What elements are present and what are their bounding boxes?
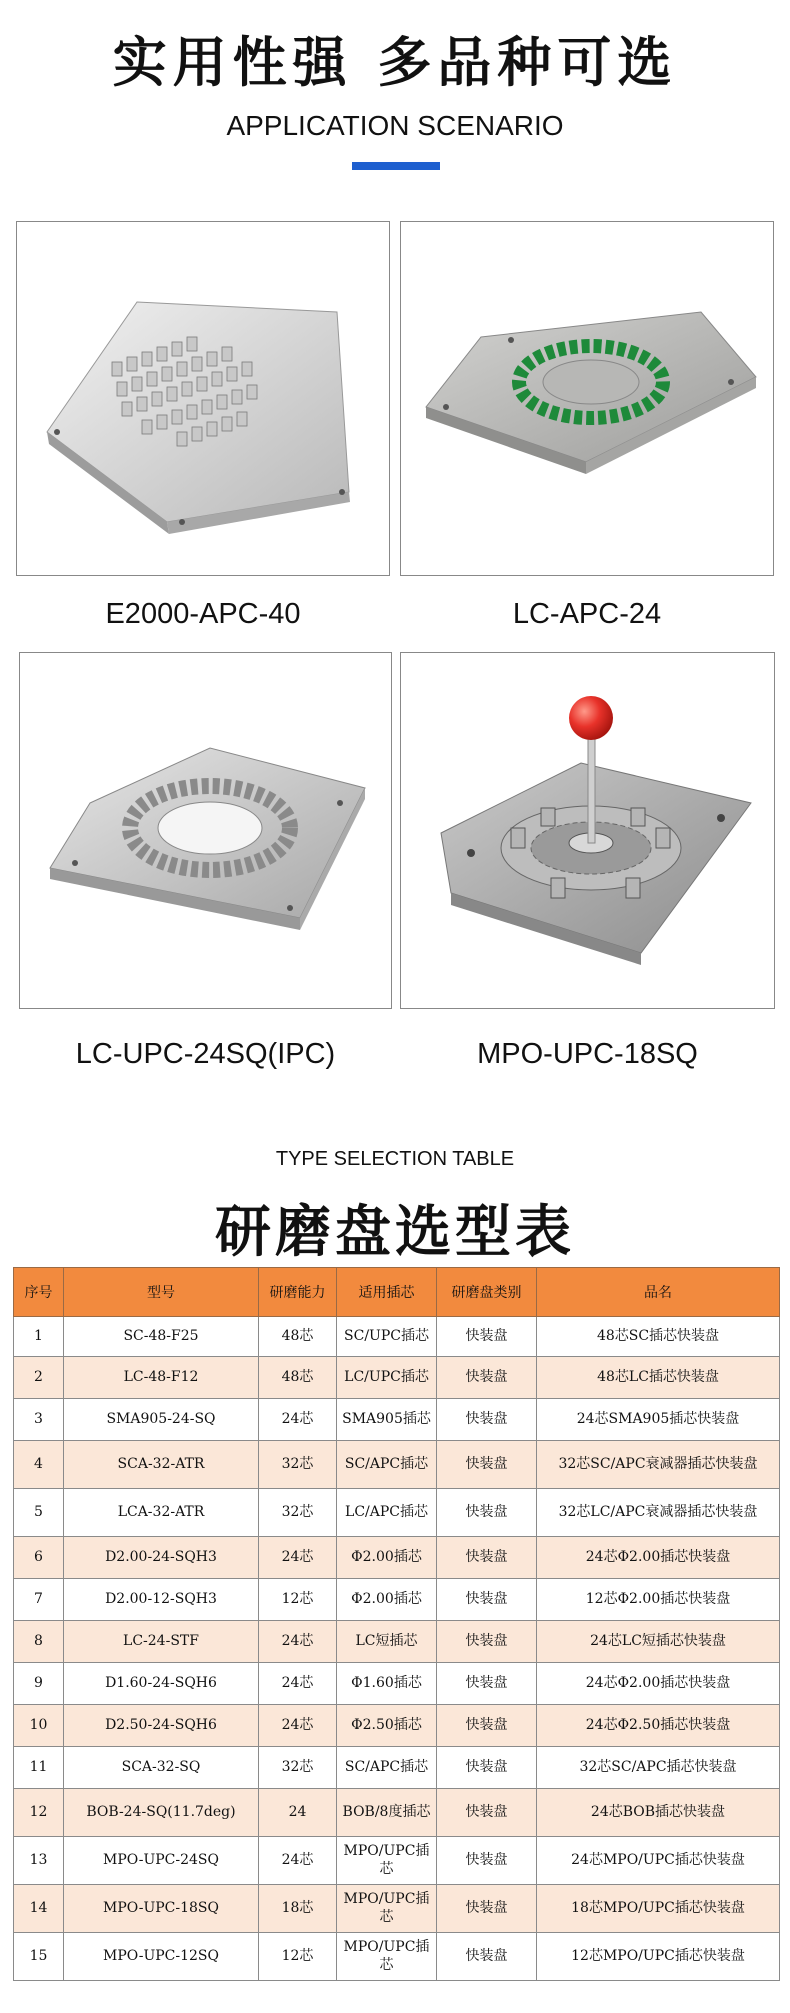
table-row bbox=[14, 1399, 780, 1441]
cell-product-name: 12芯Φ2.00插芯快装盘 bbox=[537, 1579, 780, 1621]
cell-product-name: 24芯MPO/UPC插芯快装盘 bbox=[537, 1837, 780, 1885]
table-row bbox=[14, 1317, 780, 1357]
title-accent-bar bbox=[352, 162, 440, 170]
product-card-2 bbox=[400, 221, 774, 576]
page-title: 实用性强 多品种可选 bbox=[112, 31, 678, 94]
cell-capacity: 24芯 bbox=[259, 1705, 337, 1747]
cell-product-name: 12芯MPO/UPC插芯快装盘 bbox=[537, 1933, 780, 1981]
table-row bbox=[14, 1885, 780, 1933]
cell-index: 3 bbox=[14, 1399, 64, 1441]
cell-index: 5 bbox=[14, 1489, 64, 1537]
cell-product-name: 48芯SC插芯快装盘 bbox=[537, 1317, 780, 1357]
cell-ferrule: SMA905插芯 bbox=[337, 1399, 437, 1441]
cell-disc-type: 快装盘 bbox=[437, 1933, 537, 1981]
cell-index: 15 bbox=[14, 1933, 64, 1981]
cell-model: SMA905-24-SQ bbox=[64, 1399, 259, 1441]
cell-disc-type: 快装盘 bbox=[437, 1441, 537, 1489]
cell-ferrule: SC/UPC插芯 bbox=[337, 1317, 437, 1357]
product-label-1: E2000-APC-40 bbox=[105, 598, 301, 630]
table-row bbox=[14, 1537, 780, 1579]
cell-capacity: 48芯 bbox=[259, 1317, 337, 1357]
page-subtitle: APPLICATION SCENARIO bbox=[226, 110, 564, 141]
cell-model: D2.00-24-SQH3 bbox=[64, 1537, 259, 1579]
polishing-plate-grid-image bbox=[17, 222, 390, 576]
cell-product-name: 18芯MPO/UPC插芯快装盘 bbox=[537, 1885, 780, 1933]
cell-ferrule: SC/APC插芯 bbox=[337, 1747, 437, 1789]
cell-ferrule: LC短插芯 bbox=[337, 1621, 437, 1663]
cell-ferrule: SC/APC插芯 bbox=[337, 1441, 437, 1489]
cell-disc-type: 快装盘 bbox=[437, 1489, 537, 1537]
cell-capacity: 18芯 bbox=[259, 1885, 337, 1933]
cell-ferrule: MPO/UPC插芯 bbox=[337, 1933, 437, 1981]
product-label-2: LC-APC-24 bbox=[512, 598, 662, 630]
cell-disc-type: 快装盘 bbox=[437, 1579, 537, 1621]
cell-ferrule: Φ2.50插芯 bbox=[337, 1705, 437, 1747]
cell-ferrule: BOB/8度插芯 bbox=[337, 1789, 437, 1837]
table-row bbox=[14, 1579, 780, 1621]
cell-product-name: 32芯SC/APC插芯快装盘 bbox=[537, 1747, 780, 1789]
cell-index: 8 bbox=[14, 1621, 64, 1663]
cell-disc-type: 快装盘 bbox=[437, 1789, 537, 1837]
product-card-3 bbox=[19, 652, 392, 1009]
cell-disc-type: 快装盘 bbox=[437, 1357, 537, 1399]
table-title: 研磨盘选型表 bbox=[215, 1200, 575, 1265]
cell-model: BOB-24-SQ(11.7deg) bbox=[64, 1789, 259, 1837]
table-subtitle: TYPE SELECTION TABLE bbox=[275, 1148, 515, 1170]
cell-model: MPO-UPC-24SQ bbox=[64, 1837, 259, 1885]
product-card-1 bbox=[16, 221, 390, 576]
polishing-plate-silver-ring-image bbox=[20, 653, 392, 1009]
cell-ferrule: Φ1.60插芯 bbox=[337, 1663, 437, 1705]
product-label-4: MPO-UPC-18SQ bbox=[477, 1038, 698, 1070]
cell-index: 10 bbox=[14, 1705, 64, 1747]
cell-disc-type: 快装盘 bbox=[437, 1537, 537, 1579]
cell-disc-type: 快装盘 bbox=[437, 1663, 537, 1705]
cell-model: D2.50-24-SQH6 bbox=[64, 1705, 259, 1747]
cell-ferrule: MPO/UPC插芯 bbox=[337, 1885, 437, 1933]
table-row bbox=[14, 1837, 780, 1885]
table-row bbox=[14, 1663, 780, 1705]
column-header: 序号 bbox=[14, 1268, 64, 1317]
polishing-plate-green-ring-image bbox=[401, 222, 774, 576]
polishing-plate-lever-image bbox=[401, 653, 775, 1009]
cell-ferrule: Φ2.00插芯 bbox=[337, 1579, 437, 1621]
table-header-row bbox=[14, 1268, 780, 1317]
cell-ferrule: Φ2.00插芯 bbox=[337, 1537, 437, 1579]
cell-model: SCA-32-ATR bbox=[64, 1441, 259, 1489]
cell-disc-type: 快装盘 bbox=[437, 1317, 537, 1357]
cell-ferrule: MPO/UPC插芯 bbox=[337, 1837, 437, 1885]
column-header: 型号 bbox=[64, 1268, 259, 1317]
table-row bbox=[14, 1489, 780, 1537]
cell-capacity: 24 bbox=[259, 1789, 337, 1837]
column-header: 研磨盘类别 bbox=[437, 1268, 537, 1317]
cell-capacity: 24芯 bbox=[259, 1663, 337, 1705]
cell-index: 11 bbox=[14, 1747, 64, 1789]
cell-product-name: 32芯LC/APC衰减器插芯快装盘 bbox=[537, 1489, 780, 1537]
table-row bbox=[14, 1441, 780, 1489]
cell-capacity: 12芯 bbox=[259, 1933, 337, 1981]
cell-disc-type: 快装盘 bbox=[437, 1747, 537, 1789]
cell-index: 1 bbox=[14, 1317, 64, 1357]
cell-capacity: 32芯 bbox=[259, 1747, 337, 1789]
cell-capacity: 32芯 bbox=[259, 1489, 337, 1537]
cell-model: LC-24-STF bbox=[64, 1621, 259, 1663]
cell-disc-type: 快装盘 bbox=[437, 1399, 537, 1441]
cell-capacity: 48芯 bbox=[259, 1357, 337, 1399]
selection-table bbox=[13, 1267, 780, 1981]
cell-product-name: 48芯LC插芯快装盘 bbox=[537, 1357, 780, 1399]
cell-model: LC-48-F12 bbox=[64, 1357, 259, 1399]
cell-product-name: 24芯Φ2.50插芯快装盘 bbox=[537, 1705, 780, 1747]
cell-product-name: 24芯SMA905插芯快装盘 bbox=[537, 1399, 780, 1441]
cell-capacity: 32芯 bbox=[259, 1441, 337, 1489]
cell-index: 2 bbox=[14, 1357, 64, 1399]
cell-disc-type: 快装盘 bbox=[437, 1705, 537, 1747]
cell-ferrule: LC/APC插芯 bbox=[337, 1489, 437, 1537]
table-row bbox=[14, 1621, 780, 1663]
table-row bbox=[14, 1747, 780, 1789]
cell-ferrule: LC/UPC插芯 bbox=[337, 1357, 437, 1399]
cell-model: SC-48-F25 bbox=[64, 1317, 259, 1357]
cell-capacity: 24芯 bbox=[259, 1537, 337, 1579]
cell-model: MPO-UPC-18SQ bbox=[64, 1885, 259, 1933]
product-card-4 bbox=[400, 652, 775, 1009]
column-header: 适用插芯 bbox=[337, 1268, 437, 1317]
cell-disc-type: 快装盘 bbox=[437, 1621, 537, 1663]
cell-product-name: 24芯LC短插芯快装盘 bbox=[537, 1621, 780, 1663]
cell-model: MPO-UPC-12SQ bbox=[64, 1933, 259, 1981]
cell-product-name: 32芯SC/APC衰减器插芯快装盘 bbox=[537, 1441, 780, 1489]
cell-model: LCA-32-ATR bbox=[64, 1489, 259, 1537]
column-header: 品名 bbox=[537, 1268, 780, 1317]
cell-index: 12 bbox=[14, 1789, 64, 1837]
cell-disc-type: 快装盘 bbox=[437, 1885, 537, 1933]
cell-model: D1.60-24-SQH6 bbox=[64, 1663, 259, 1705]
cell-capacity: 24芯 bbox=[259, 1837, 337, 1885]
cell-model: SCA-32-SQ bbox=[64, 1747, 259, 1789]
cell-disc-type: 快装盘 bbox=[437, 1837, 537, 1885]
table-row bbox=[14, 1357, 780, 1399]
table-row bbox=[14, 1705, 780, 1747]
cell-capacity: 24芯 bbox=[259, 1621, 337, 1663]
table-row bbox=[14, 1789, 780, 1837]
cell-product-name: 24芯Φ2.00插芯快装盘 bbox=[537, 1663, 780, 1705]
cell-index: 6 bbox=[14, 1537, 64, 1579]
cell-capacity: 24芯 bbox=[259, 1399, 337, 1441]
table-row bbox=[14, 1933, 780, 1981]
cell-index: 4 bbox=[14, 1441, 64, 1489]
column-header: 研磨能力 bbox=[259, 1268, 337, 1317]
product-label-3: LC-UPC-24SQ(IPC) bbox=[75, 1038, 336, 1070]
cell-product-name: 24芯BOB插芯快装盘 bbox=[537, 1789, 780, 1837]
cell-index: 7 bbox=[14, 1579, 64, 1621]
cell-index: 9 bbox=[14, 1663, 64, 1705]
cell-capacity: 12芯 bbox=[259, 1579, 337, 1621]
cell-product-name: 24芯Φ2.00插芯快装盘 bbox=[537, 1537, 780, 1579]
cell-model: D2.00-12-SQH3 bbox=[64, 1579, 259, 1621]
cell-index: 14 bbox=[14, 1885, 64, 1933]
cell-index: 13 bbox=[14, 1837, 64, 1885]
